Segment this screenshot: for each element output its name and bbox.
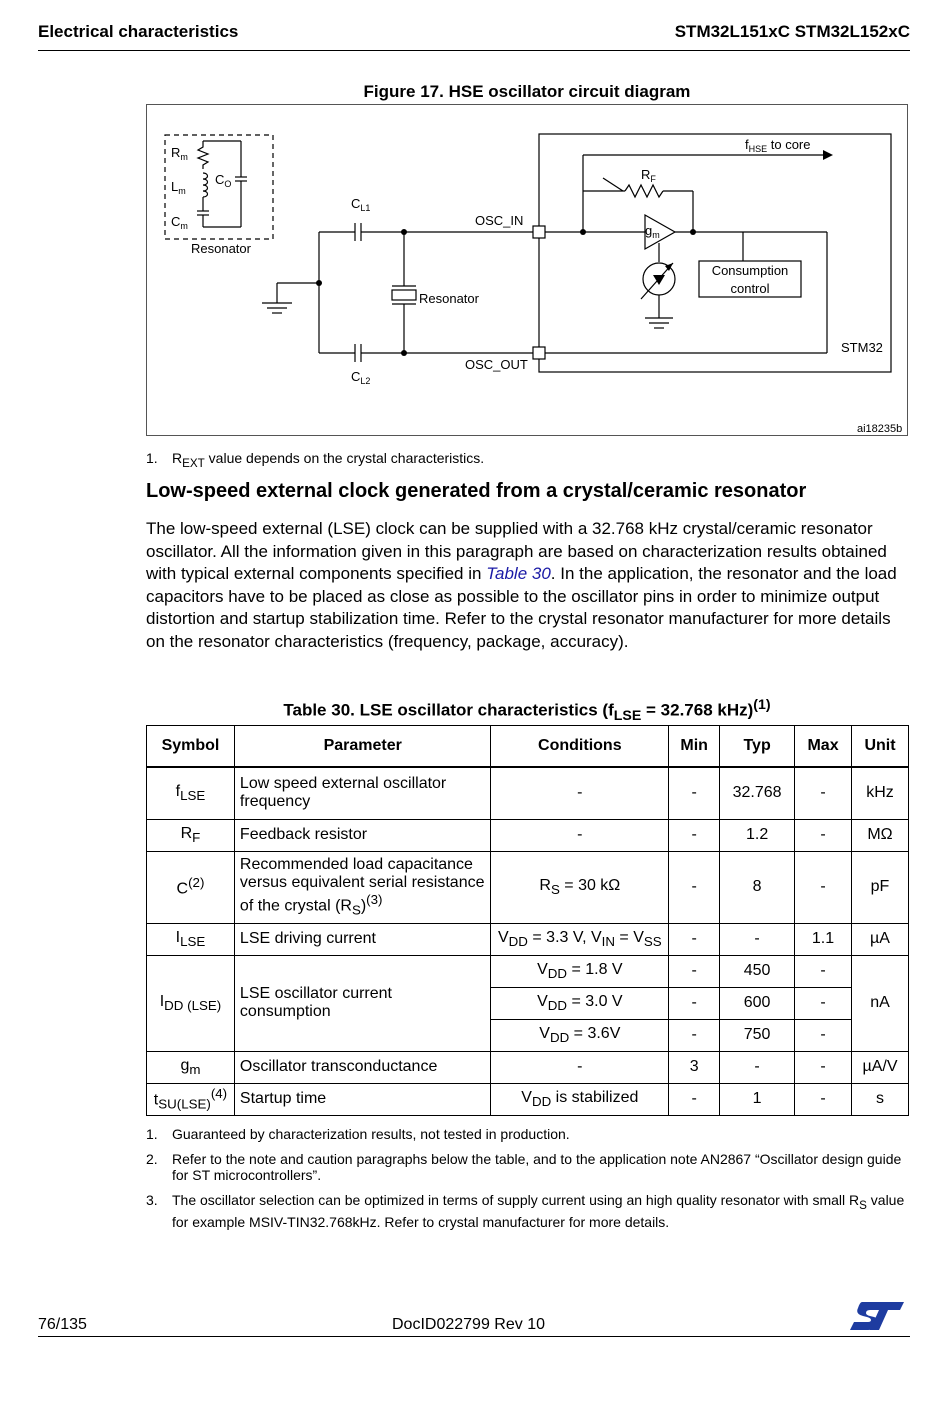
- fhse-label: $f_{HSE}$ to core: [745, 137, 811, 154]
- cell-parameter: LSE oscillator current consumption: [234, 955, 491, 1051]
- cell-unit: pF: [852, 851, 909, 923]
- figure-id: ai18235b: [857, 423, 903, 435]
- control-label: control: [730, 281, 770, 296]
- cell-conditions: $V_{DD} = 3.0$ V: [491, 987, 669, 1019]
- cell-symbol: $C^{(2)}$: [147, 851, 235, 923]
- cell-symbol: $f_{LSE}$: [147, 767, 235, 819]
- cell-max: 1.1: [795, 923, 852, 955]
- cell-conditions: $V_{DD} = 1.8$ V: [491, 955, 669, 987]
- table-header-row: [147, 726, 909, 768]
- cell-min: -: [669, 1019, 720, 1051]
- cell-typ: 1: [720, 1083, 795, 1115]
- footnote-1: 1. Guaranteed by characterization results, not tested in production.: [146, 1126, 570, 1142]
- cell-max: -: [795, 1051, 852, 1083]
- cell-typ: 600: [720, 987, 795, 1019]
- cell-symbol: $I_{LSE}$: [147, 923, 235, 955]
- cell-unit: s: [852, 1083, 909, 1115]
- cell-conditions: $V_{DD} = 3.6V$: [491, 1019, 669, 1051]
- hse-circuit-diagram: [147, 105, 907, 435]
- stm32-label: STM32: [841, 340, 883, 355]
- cell-parameter: Low speed external oscillator frequency: [234, 767, 491, 819]
- cl2-label: $C_{L2}$: [351, 369, 371, 386]
- cell-symbol: $t_{SU(LSE)}^{(4)}$: [147, 1083, 235, 1115]
- gm-label: $g_m$: [645, 223, 660, 240]
- cell-min: -: [669, 987, 720, 1019]
- cell-typ: 450: [720, 955, 795, 987]
- cell-parameter: Recommended load capacitance versus equivalent serial resistance of the crystal $(R_S)^{(3)}$: [234, 851, 491, 923]
- footnote-3: 3. The oscillator selection can be optimized in terms of supply current using an high quality resonator with small $R_S$ value for example MSIV-TIN32.768kHz. Refer to crystal manufacturer for more details.: [146, 1192, 905, 1230]
- figure-note: 1. $R_{EXT}$ value depends on the crystal characteristics.: [146, 450, 485, 470]
- section-paragraph: The low-speed external (LSE) clock can be supplied with a 32.768 kHz crystal/ceramic resonator oscillator. All the information given in this paragraph are based on characterization results obtained with typical external components specified in Table 30. In the application, the resonator and the load capacitors have to be placed as close as possible to the oscillator pins in order to minimize output distortion and startup stabilization time. Refer to the crystal resonator manufacturer for more details on the resonator characteristics (frequency, package, accuracy).: [146, 519, 897, 651]
- cell-max: -: [795, 851, 852, 923]
- cell-typ: 8: [720, 851, 795, 923]
- cell-unit: µA/V: [852, 1051, 909, 1083]
- figure-frame: [146, 104, 908, 436]
- cell-min: -: [669, 923, 720, 955]
- header-part-numbers: STM32L151xC STM32L152xC: [674, 22, 910, 41]
- table-row: [147, 923, 909, 955]
- cell-max: -: [795, 819, 852, 851]
- cell-min: -: [669, 767, 720, 819]
- cell-max: -: [795, 767, 852, 819]
- cell-conditions: -: [491, 819, 669, 851]
- cell-typ: -: [720, 923, 795, 955]
- lm-label: $L_m$: [171, 179, 186, 196]
- cell-min: -: [669, 955, 720, 987]
- cell-min: -: [669, 851, 720, 923]
- cell-max: -: [795, 955, 852, 987]
- osc-in-label: OSC_IN: [475, 213, 524, 228]
- cell-unit: µA: [852, 923, 909, 955]
- cell-min: -: [669, 1083, 720, 1115]
- cell-typ: -: [720, 1051, 795, 1083]
- header-rule: [38, 50, 910, 51]
- table-row: [147, 819, 909, 851]
- cell-unit: kHz: [852, 767, 909, 819]
- consumption-label: Consumption: [711, 263, 789, 278]
- cell-symbol: $R_F$: [147, 819, 235, 851]
- col-unit: Unit: [852, 726, 909, 768]
- col-typ: Typ: [720, 726, 795, 768]
- col-min: Min: [669, 726, 720, 768]
- cell-conditions: $V_{DD}$ is stabilized: [491, 1083, 669, 1115]
- cell-min: 3: [669, 1051, 720, 1083]
- cell-max: -: [795, 1019, 852, 1051]
- resonator-box-label: Resonator: [191, 241, 251, 256]
- cell-symbol: $I_{DD (LSE)}$: [147, 955, 235, 1051]
- cell-parameter: Startup time: [234, 1083, 491, 1115]
- cell-max: -: [795, 1083, 852, 1115]
- cell-parameter: LSE driving current: [234, 923, 491, 955]
- rf-label: $R_F$: [641, 167, 656, 184]
- cell-parameter: Feedback resistor: [234, 819, 491, 851]
- cell-unit: MΩ: [852, 819, 909, 851]
- col-max: Max: [795, 726, 852, 768]
- cell-conditions: -: [491, 1051, 669, 1083]
- header-section-title: Electrical characteristics: [38, 22, 239, 41]
- footer-rule: [38, 1336, 910, 1337]
- table-row: [147, 1051, 909, 1083]
- page-number: 76/135: [38, 1316, 87, 1333]
- cell-min: -: [669, 819, 720, 851]
- cell-conditions: $R_S = 30$ kΩ: [491, 851, 669, 923]
- table-row: [147, 767, 909, 819]
- table-row: [147, 1083, 909, 1115]
- cell-unit: nA: [852, 955, 909, 1051]
- col-parameter: Parameter: [234, 726, 491, 768]
- col-conditions: Conditions: [491, 726, 669, 768]
- table-row: [147, 851, 909, 923]
- osc-out-label: OSC_OUT: [465, 357, 528, 372]
- resonator-label: Resonator: [419, 291, 479, 306]
- rm-label: $R_m$: [171, 145, 188, 162]
- lse-characteristics-table: [146, 725, 909, 1116]
- cm-label: $C_m$: [171, 214, 188, 231]
- co-label: $C_O$: [215, 172, 232, 189]
- section-heading: Low-speed external clock generated from a crystal/ceramic resonator: [146, 480, 807, 502]
- cell-typ: 32.768: [720, 767, 795, 819]
- st-logo-icon: [848, 1300, 906, 1332]
- figure-title: Figure 17. HSE oscillator circuit diagram: [363, 82, 691, 101]
- doc-id: DocID022799 Rev 10: [392, 1316, 545, 1333]
- cl1-label: $C_{L1}$: [351, 196, 371, 213]
- footnote-2: 2. Refer to the note and caution paragraphs below the table, and to the application note AN2867 “Oscillator design guide for ST microcontrollers”.: [146, 1151, 902, 1183]
- cell-typ: 750: [720, 1019, 795, 1051]
- cell-symbol: $g_m$: [147, 1051, 235, 1083]
- cell-parameter: Oscillator transconductance: [234, 1051, 491, 1083]
- cell-conditions: -: [491, 767, 669, 819]
- table-title: Table 30. LSE oscillator characteristics ($f_{LSE} = 32.768$ kHz)$^{(1)}$: [283, 697, 771, 725]
- cell-conditions: $V_{DD} = 3.3$ V, $V_{IN} = V_{SS}$: [491, 923, 669, 955]
- col-symbol: Symbol: [147, 726, 235, 768]
- table-30-link[interactable]: Table 30: [486, 564, 551, 584]
- table-row: [147, 955, 909, 987]
- cell-max: -: [795, 987, 852, 1019]
- cell-typ: 1.2: [720, 819, 795, 851]
